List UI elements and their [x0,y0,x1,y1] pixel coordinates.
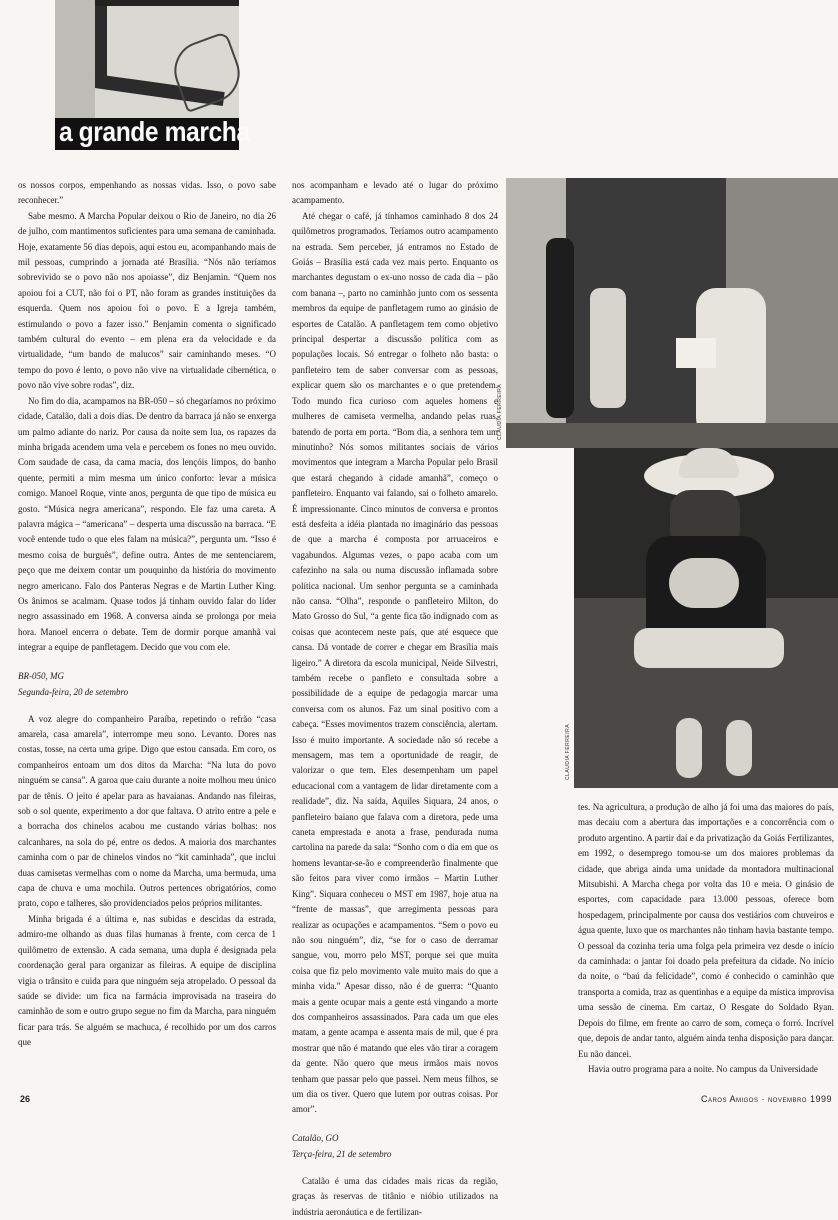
photo-marchers-resting [506,178,838,448]
paragraph: os nossos corpos, empenhando as nossas vidas. Isso, o povo sabe reconhecer.” [18,180,276,206]
paragraph: Havia outro programa para a noite. No campus da Universidade [588,1063,818,1074]
paragraph: tes. Na agricultura, a produção de alho já foi uma das maiores do país, mas decaiu com a abertura das importações e a concorrência com o produto argentino. A partir daí e da privatização da Goiás Fertilizantes, em 1992, o desemprego tomou-se um dos maiores problemas da cidade, que abriga ainda uma unidade da montadora multinacional Mitsubishi. A Marcha chega por volta das 10 e meia. O ginásio de esportes, com capacidade para 13.000 pessoas, oferece bom hospedagem, principalmente por causa dos vestiários com chuveiros e água quente, luxo que os marchantes não tinham havia bastante tempo. O pessoal da cozinha teria uma folga pela primeira vez desde o início da caminhada: o jantar foi doado pela prefeitura da cidade. No início da noite, o “baú da felicidade”, como é conhecido o caminhão que transporta a comida, traz as quentinhas e a equipe da mística improvisa uma sessão de cinema. Em cartaz, O Resgate do Soldado Ryan. Depois do filme, em frente ao carro de som, começa o forró. Incrível que, depois de andar tanto, alguém ainda tenha disposição para dançar. Eu não dancei. [578,802,834,1059]
article-title-banner [55,116,250,150]
paragraph: No fim do dia, acampamos na BR-050 – só chegaríamos no próximo cidade, Catalão, dali a dois dias. De dentro da barraca já não se enxerga um palmo adiante do nariz. Por causa da noite sem lua, os rapazes da minha brigada acendem uma vela e percebem os fones no meu ouvido. Com saudade de casa, da cama macia, dos lençóis limpos, do banho quente, permiti a mim mesma um único conforto: levar a música comigo. Manoel Roque, vinte anos, pergunta de que tipo de música eu gosto. “Música negra americana”, respondo. Ele faz uma careta. A palavra mágica – “americana” – desperta uma discussão na barraca. “E você entende tudo o que eles falam na música?”, pergunta um. “Isso é mesmo coisa de burguês”, define outra. Antes de me sentenciarem, peço que me deixem contar um pouquinho da história do movimento negro americano. Falo dos Panteras Negras e de Martin Luther King. Os ânimos se acalmam. Quase todos já tinham ouvido falar do líder negro assassinado em 1968. A conversa ainda se prolonga por meia hora. Manoel encerra o debate. Tem de dormir porque amanhã vai integrar a equipe de panfletagem. Decido que vou com ele. [18,395,276,653]
paragraph: nos acompanham e levado até o lugar do próximo acampamento. [292,180,498,206]
photo-credit: CLAUDIA FERREIRA [565,723,571,780]
photo-credit: CLAUDIA FERREIRA [497,383,503,440]
photo-man-sombrero [574,448,838,788]
dateline-date: Terça-feira, 21 de setembro [292,1148,392,1159]
paragraph: Minha brigada é a última e, nas subidas e descidas da estrada, admiro-me olhando as duas filas humanas à frente, com cerca de 1 quilômetro de extensão. A cada semana, uma dupla é designada pela coordenação geral para organizar as fileiras. A equipe de disciplina vigia o trânsito e cuida para que ninguém seja atropelado. O pessoal da saúde se divide: um fica na farmácia improvisada na traseira do caminhão de som e outro grupo segue no fim da Marcha, para ninguém ficar para trás. Se alguém se machuca, é recolhido por um dos carros que [18,913,276,1048]
dateline-place: BR-050, MG [18,670,64,681]
dateline-date: Segunda-feira, 20 de setembro [18,686,129,697]
article-title: a grande marcha [59,116,250,147]
column-2 [292,178,498,1217]
paragraph: Catalão é uma das cidades mais ricas da região, graças às reservas de titânio e nióbio utilizados na indústria aeronáutica e de fertilizan- [292,1175,498,1217]
header-photo [55,0,239,118]
dateline-place: Catalão, GO [292,1132,339,1143]
paragraph: Até chegar o café, já tínhamos caminhado 8 dos 24 quilômetros programados. Teríamos outro acampamento na estrada. Sem perceber, já entramos no Estado de Goiás – Brasília está cada vez mais perto. Enquanto os marchantes degustam o ex-uno nosso de cada dia – pão com banana –, parto no caminhão junto com os sessenta membros da equipe de panfletagem rumo ao ginásio de esportes de Catalão. A panfletagem tem como objetivo principal despertar a discussão política com as populações locais. Só entregar o folheto não basta: o panfleteiro tem de saber conversar com as pessoas, explicar quem são os marchantes e o que pretendem. Todo mundo fica curioso com aqueles homens e mulheres de camiseta vermelha, andando pelas ruas, batendo de porta em porta. “Bom dia, a senhora tem um minutinho? Nós somos militantes sociais de vários movimentos que integram a Marcha Popular pelo Brasil que estará chegando à cidade amanhã”, começo o panfleteiro. Enquanto vai falando, sai o folheto amarelo. É impressionante. Cinco minutos de conversa e prontos está desfeita a idéia plantada no imaginário das pessoas de que a marcha é composta por arruaceiros e vagabundos. Algumas vezes, o papo acaba com um cafezinho na sala ou numa discussão inflamada sobre política nacional. Um senhor pergunta se a caminhada não cansa. “Olha”, responde o panfleteiro Milton, do Mato Grosso do Sul, “a gente fica tão indignado com as coisas que acontecem neste país, que até esquece que cansa. Dá vontade de correr e chegar em Brasília mais ligeiro.” A diretora da escola municipal, Neide Silvestri, também recebe o panfleto e consultada sobre a possibilidade de a equipe de pedagogia marcar uma conversa com os alunos. Faz um sinal positivo com a cabeça. “Esses movimentos trazem consciência, alertam. Isso é muito importante. A sociedade não só recebe a mensagem, mas tem a oportunidade de reagir, de valorizar o que tem. Eles desempenham um papel educacional com a vantagem de lidar diretamente com a realidade”, diz. Na saída, Aquiles Siquara, 24 anos, o panfleteiro baiano que falava com a diretora, pede uma caneta emprestada e anota a frase, pendurada numa cartolina na parede da sala: “Sonho com o dia em que os homens levantar-se-ão e compreenderão finalmente que são feitos para viver como irmãos – Martin Luther King”. Siquara conheceu o MST em 1987, hoje atua na “frente de massas”, que arregimenta pessoas para realizar as ocupações e acampamentos. “Sem o povo eu não sou ninguém”, diz, “se for o caso de derramar sangue, vou, morro pelo MST, porque sei que muita coisa que fiz pelo movimento vale muito mais do que a minha vida.” Apesar disso, não é de guerra: “Quanto mais a gente ocupar mais a gente está vingando a morte dos companheiros assassinados. Para cada um que eles matam, a gente acampa e assenta mais de mil, que é pra mostrar que não é matando que eles vão tirar a coragem da gente. Não quero que meus irmãos mais novos tenham que passar pelo que passei. Nem meus filhos, se um dia os tiver. Quero que lutem por outras coisas. Por amor”. [292,210,498,1115]
paragraph: Sabe mesmo. A Marcha Popular deixou o Rio de Janeiro, no dia 26 de julho, com mantimentos suficientes para uma semana de caminhada. Hoje, exatamente 56 dias depois, aqui estou eu, acompanhando mais de mil pessoas, cumprindo a jornada até Brasília. “Nós não teríamos sobrevivido se o povo não nos apoiasse”, diz Benjamin. “Quem nos apoiou foi a CUT, não foi o PT, não foram as grandes instituições da esquerda. Quem nos apoiou foi o povo. E a Igreja também, estimulando o povo a fazer isso.” Benjamin comenta o significado também cultural do evento – em plena era da velocidade e da virtualidade, “um bando de malucos” sair caminhando meses. “O tempo do povo é lento, o povo não vive na virtualidade cibernética, o povo não vive sobre rodas”, diz. [18,210,276,391]
column-1 [18,178,276,1078]
paragraph: A voz alegre do companheiro Paraíba, repetindo o refrão “casa amarela, casa amarela”, interrompe meu sono. Levanto. Dores nas costas, tosse, na certa uma gripe. Digo que estou cansada. Em coro, os companheiros entoam um dos ditos da Marcha: “Na luta do povo ninguém se cansa”. A garoa que caiu durante a noite molhou meu único par de tênis. O jeito é apelar para as havaianas. Andando nas fileiras, sob o sol quente, experimento a dor que faltava. O atrito entre a pele e a borracha dos chinelos acabou me custando várias bolhas: nos calcanhares, na sola do pé, entre os dedos. A maioria dos marchantes caminha com o par de chinelos vindos no “kit caminhada”, que inclui duas camisetas vermelhas com o nome da Marcha, uma bermuda, uma capa de chuva e uma mochila. Outros pertences obrigatórios, como prato, copo e talheres, são providenciados pelos próprios militantes. [18,713,276,909]
page-number: 26 [20,1094,31,1104]
publication-footer: Caros Amigos · novembro 1999 [700,1094,832,1104]
column-3 [578,800,834,1090]
